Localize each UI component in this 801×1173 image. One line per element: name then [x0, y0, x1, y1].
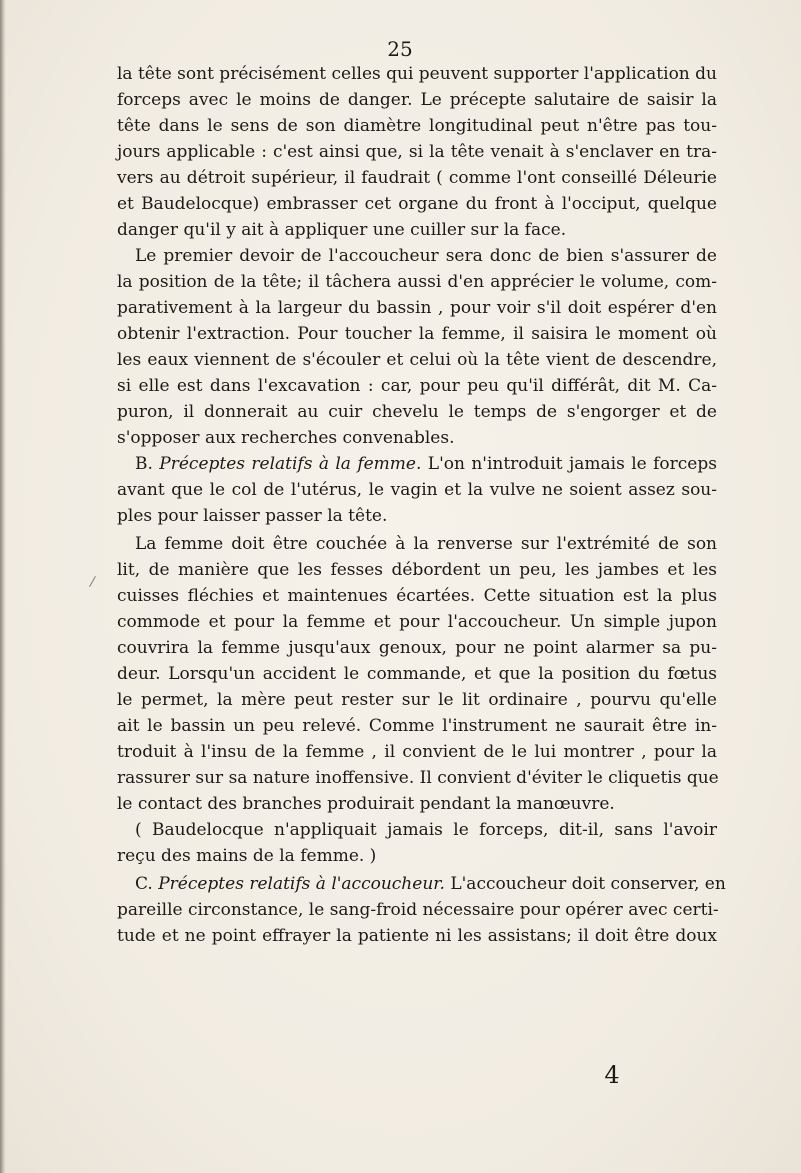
- margin-mark: /: [88, 573, 97, 591]
- section-c-title: Préceptes relatifs à l'accoucheur.: [158, 874, 445, 894]
- text-line: le contact des branches produirait pendant la manœuvre.: [117, 794, 615, 814]
- text-line: tête dans le sens de son diamètre longitudinal peut n'être pas tou-: [117, 116, 717, 136]
- text-line: commode et pour la femme et pour l'accoucheur. Un simple jupon: [117, 612, 717, 632]
- page-number: 25: [387, 37, 413, 61]
- text-line: la position de la tête; il tâchera aussi d'en apprécier le volume, com-: [117, 272, 717, 292]
- text-line: si elle est dans l'excavation : car, pour peu qu'il différât, dit M. Ca-: [117, 376, 717, 396]
- section-b-title: Préceptes relatifs à la femme.: [159, 454, 422, 474]
- text-line: danger qu'il y ait à appliquer une cuiller sur la face.: [117, 220, 567, 240]
- text-line: le permet, la mère peut rester sur le lit ordinaire , pourvu qu'elle: [117, 690, 717, 710]
- text-line: ples pour laisser passer la tête.: [117, 506, 388, 526]
- section-c-text: L'accoucheur doit conserver, en: [444, 874, 726, 894]
- section-c-label: C.: [135, 874, 159, 894]
- text-line: tude et ne point effrayer la patiente ni les assistans; il doit être doux: [117, 926, 717, 946]
- text-line: parativement à la largeur du bassin , pour voir s'il doit espérer d'en: [117, 298, 717, 318]
- section-b-text: L'on n'introduit jamais le forceps: [421, 454, 717, 474]
- text-line: s'opposer aux recherches convenables.: [117, 428, 455, 448]
- text-line: couvrira la femme jusqu'aux genoux, pour ne point alarmer sa pu-: [117, 638, 717, 658]
- section-b-label: B.: [135, 454, 160, 474]
- signature-mark: 4: [604, 1061, 620, 1089]
- text-line: deur. Lorsqu'un accident le commande, et que la position du fœtus: [117, 664, 717, 684]
- text-line: pareille circonstance, le sang-froid nécessaire pour opérer avec certi-: [117, 900, 719, 920]
- page-edge-shadow: [0, 0, 6, 1173]
- section-c-heading-line: [135, 871, 726, 897]
- text-line: rassurer sur sa nature inoffensive. Il convient d'éviter le cliquetis que: [117, 768, 719, 788]
- text-line: La femme doit être couchée à la renverse sur l'extrémité de son: [135, 534, 717, 554]
- text-line: reçu des mains de la femme. ): [117, 846, 377, 866]
- text-line: la tête sont précisément celles qui peuvent supporter l'application du: [117, 64, 717, 84]
- text-line: ait le bassin un peu relevé. Comme l'instrument ne saurait être in-: [117, 716, 717, 736]
- text-line: troduit à l'insu de la femme , il convient de le lui montrer , pour la: [117, 742, 717, 762]
- text-line: Le premier devoir de l'accoucheur sera donc de bien s'assurer de: [135, 246, 717, 266]
- text-line: puron, il donnerait au cuir chevelu le temps de s'engorger et de: [117, 402, 717, 422]
- text-line: forceps avec le moins de danger. Le précepte salutaire de saisir la: [117, 90, 717, 110]
- text-line: obtenir l'extraction. Pour toucher la femme, il saisira le moment où: [117, 324, 717, 344]
- text-line: lit, de manière que les fesses débordent un peu, les jambes et les: [117, 560, 717, 580]
- text-line: et Baudelocque) embrasser cet organe du front à l'occiput, quelque: [117, 194, 717, 214]
- section-b-heading-line: [135, 451, 717, 477]
- text-line: les eaux viennent de s'écouler et celui où la tête vient de descendre,: [117, 350, 717, 370]
- text-line: vers au détroit supérieur, il faudrait ( comme l'ont conseillé Déleurie: [117, 168, 717, 188]
- text-line: cuisses fléchies et maintenues écartées. Cette situation est la plus: [117, 586, 717, 606]
- text-line: ( Baudelocque n'appliquait jamais le forceps, dit-il, sans l'avoir: [135, 820, 717, 840]
- text-line: jours applicable : c'est ainsi que, si la tête venait à s'enclaver en tra-: [117, 142, 717, 162]
- text-line: avant que le col de l'utérus, le vagin et la vulve ne soient assez sou-: [117, 480, 717, 500]
